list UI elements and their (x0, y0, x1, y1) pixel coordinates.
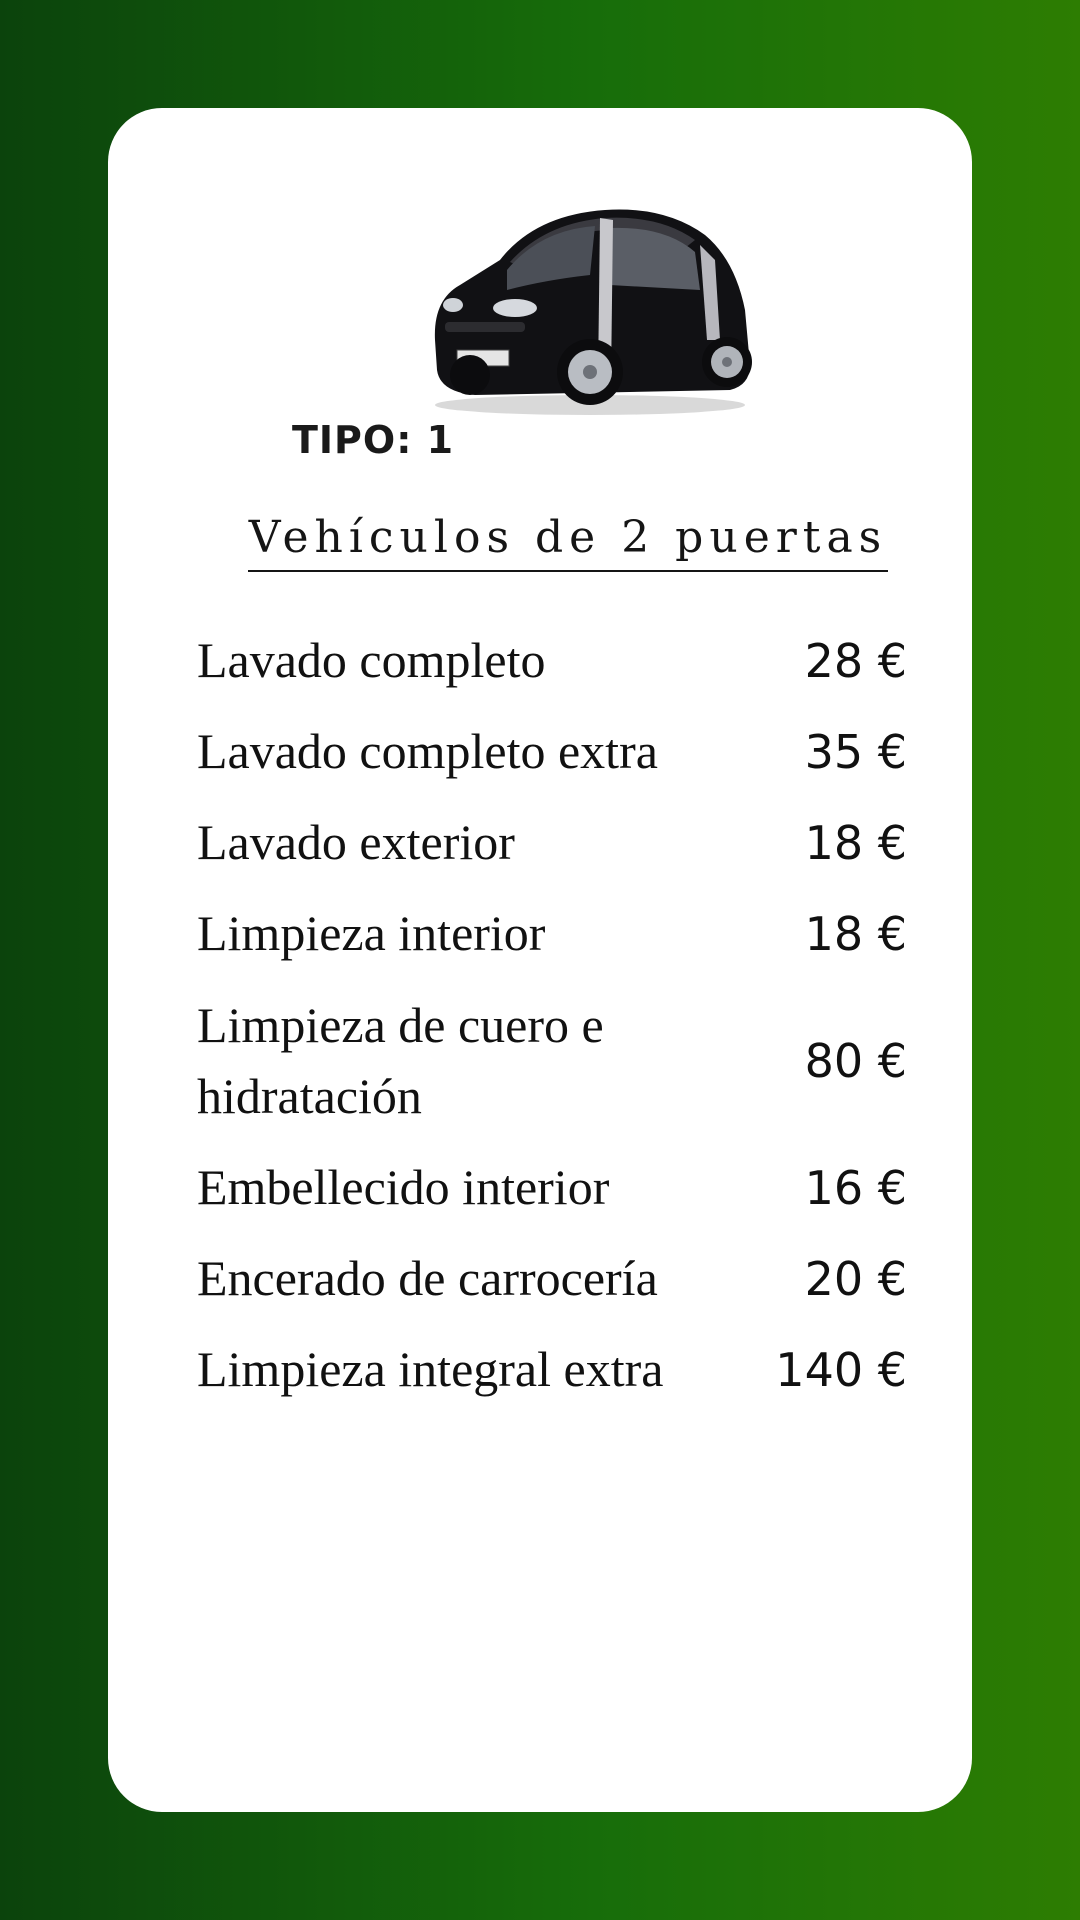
service-price: 18 € (804, 815, 907, 870)
service-row (197, 979, 907, 1142)
type-label: TIPO: 1 (292, 418, 455, 462)
service-price: 18 € (804, 906, 907, 961)
service-row (197, 797, 907, 888)
service-name: Lavado completo extra (197, 723, 658, 779)
service-row (197, 1324, 907, 1415)
service-name: Lavado exterior (197, 814, 515, 870)
service-name: Limpieza integral extra (197, 1341, 664, 1397)
service-name: Lavado completo (197, 632, 546, 688)
service-name: Encerado de carrocería (197, 1250, 658, 1306)
service-name: Embellecido interior (197, 1159, 610, 1215)
services-list (197, 615, 907, 1415)
service-row (197, 888, 907, 979)
service-price: 16 € (804, 1160, 907, 1215)
service-price: 28 € (804, 633, 907, 688)
service-row (197, 1233, 907, 1324)
service-price: 20 € (804, 1251, 907, 1306)
car-image (415, 190, 765, 425)
service-name: Limpieza interior (197, 905, 546, 961)
service-row (197, 615, 907, 706)
service-row (197, 706, 907, 797)
service-price: 35 € (804, 724, 907, 779)
section-title: Vehículos de 2 puertas (248, 508, 888, 572)
service-price: 140 € (775, 1342, 907, 1397)
service-row (197, 1142, 907, 1233)
service-name: Limpieza de cuero e hidratación (197, 996, 604, 1124)
service-price: 80 € (804, 1033, 907, 1088)
